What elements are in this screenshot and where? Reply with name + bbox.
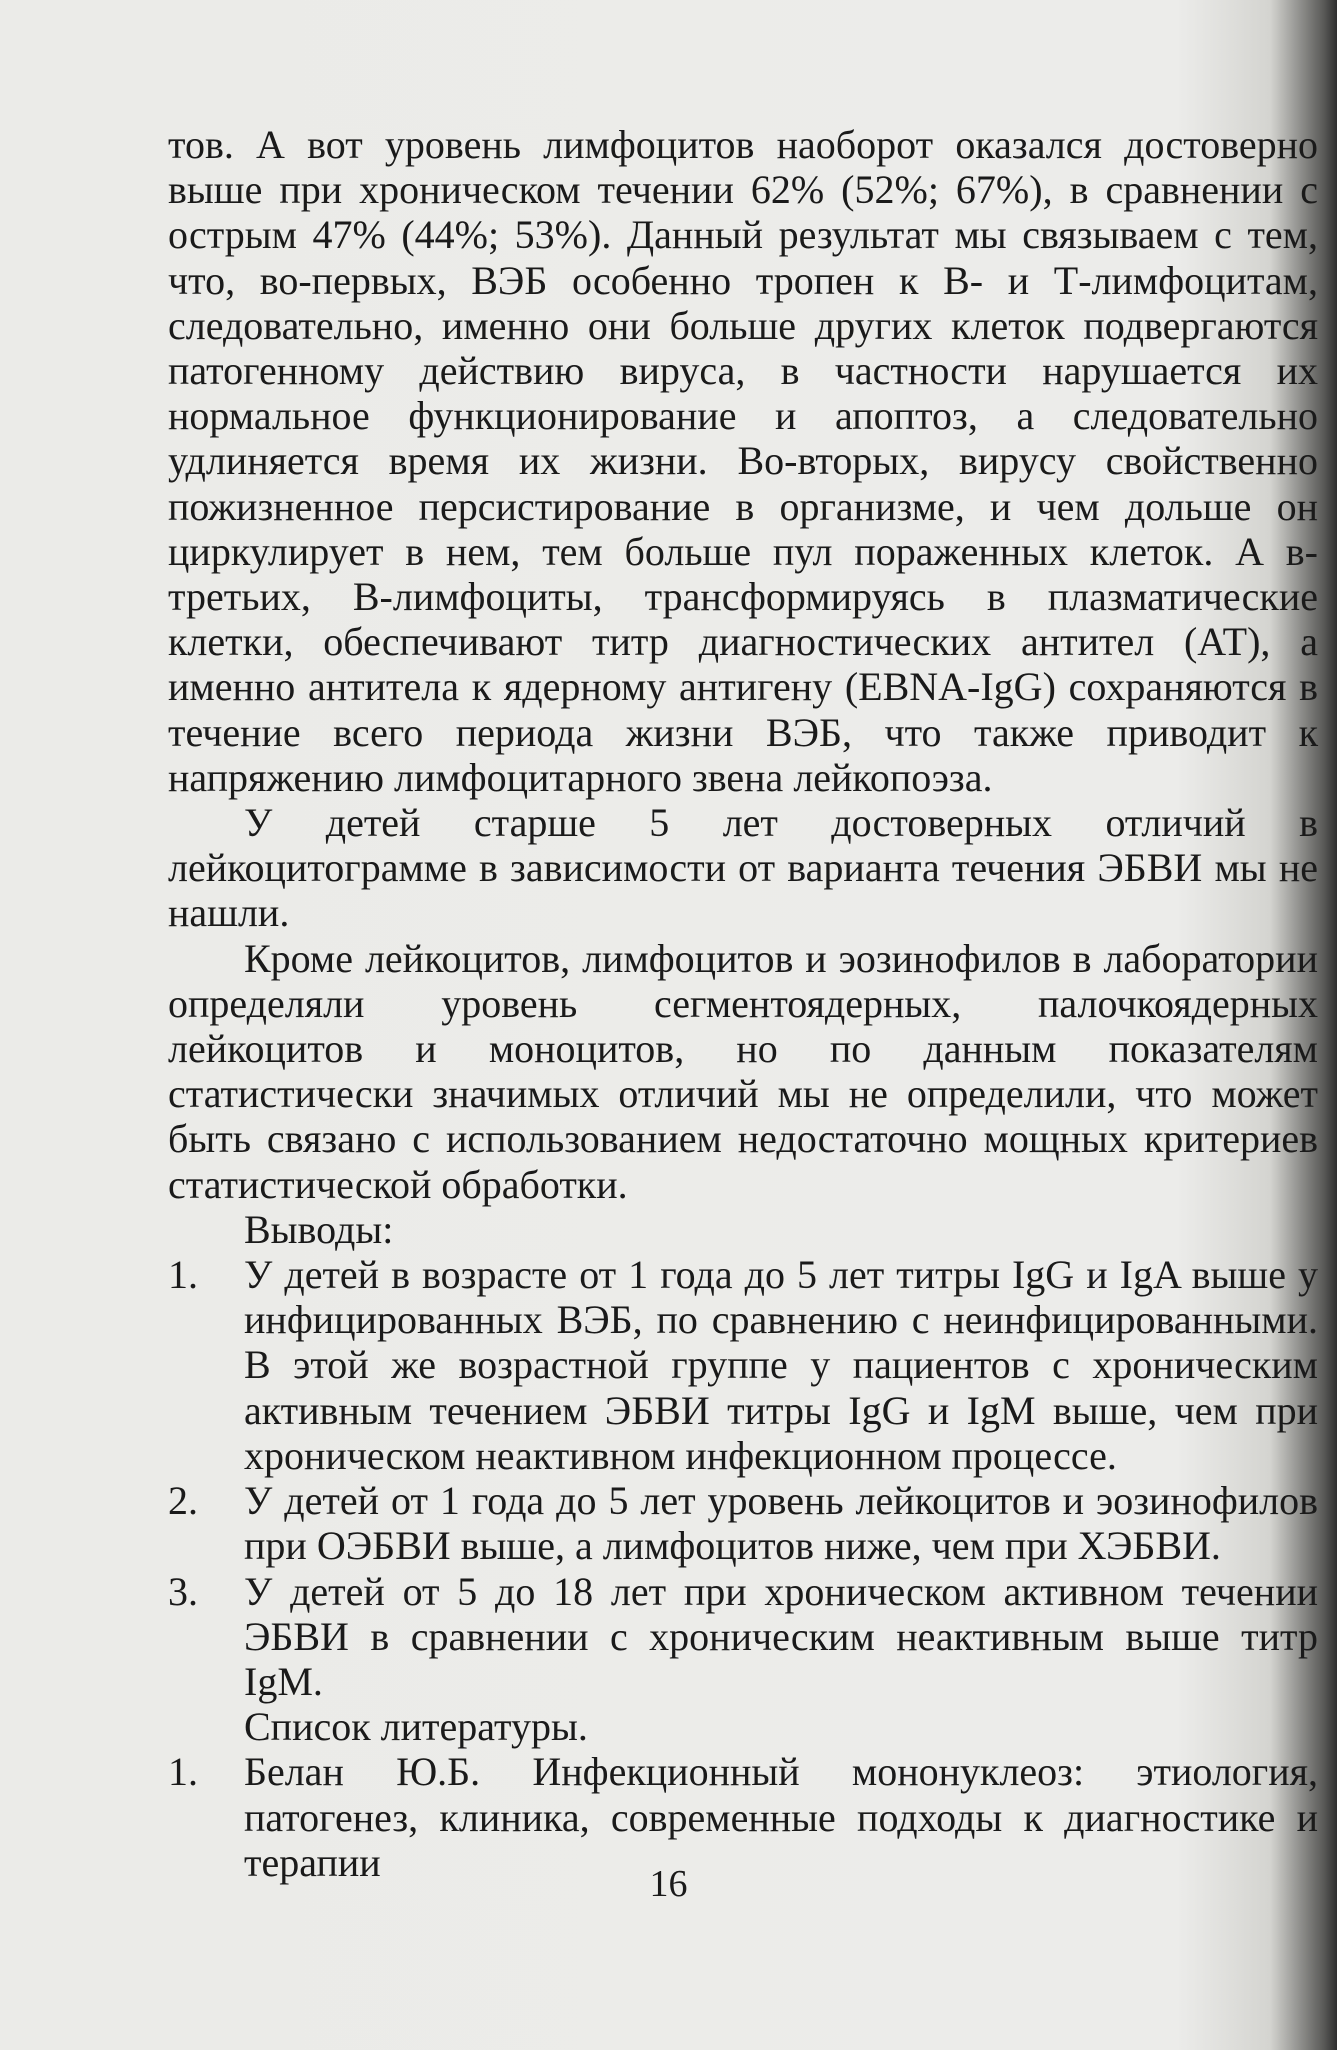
- page-body: [168, 122, 1318, 1885]
- references-heading: Список литературы.: [244, 1704, 588, 1750]
- conclusion-text: У детей от 5 до 18 лет при хроническом активном течении ЭБВИ в сравнении с хроническим неактивным выше титр IgM.: [244, 1568, 1318, 1704]
- reference-text: Белан Ю.Б. Инфекционный мононуклеоз: этиология, патогенез, клиника, современные подходы к диагностике и терапии: [244, 1749, 1318, 1885]
- paragraph-lymphocytes: тов. А вот уровень лимфоцитов наоборот оказался достоверно выше при хроническом течении 62% (52%; 67%), в сравнении с острым 47% (44%; 53%). Данный результат мы связываем с тем, что, во-первых, ВЭБ особенно тропен к В- и Т-лимфоцитам, следовательно, именно они больше других клеток подвергаются патогенному действию вируса, в частности нарушается их нормальное функционирование и апоптоз, а следовательно удлиняется время их жизни. Во-вторых, вирусу свойственно пожизненное персистирование в организме, и чем дольше он циркулирует в нем, тем больше пул пораженных клеток. А в-третьих, В-лимфоциты, трансформируясь в плазматические клетки, обеспечивают титр диагностических антител (АТ), а именно антитела к ядерному антигену (EBNA-IgG) сохраняются в течение всего периода жизни ВЭБ, что также приводит к напряжению лимфоцитарного звена лейкопоэза.: [168, 122, 1318, 800]
- conclusion-item: [168, 1252, 1318, 1478]
- reference-number: 1.: [168, 1749, 198, 1795]
- conclusion-number: 1.: [168, 1252, 198, 1298]
- conclusions-heading: Выводы:: [244, 1206, 394, 1252]
- page-number: 16: [649, 1863, 688, 1905]
- conclusion-number: 3.: [168, 1568, 198, 1614]
- conclusion-item: [168, 1569, 1318, 1705]
- conclusion-number: 2.: [168, 1478, 198, 1524]
- paragraph-other-cells: Кроме лейкоцитов, лимфоцитов и эозинофилов в лаборатории определяли уровень сегментоядерных, палочкоядерных лейкоцитов и моноцитов, но по данным показателям статистически значимых отличий мы не определили, что может быть связано с использованием недостаточно мощных критериев статистической обработки.: [168, 935, 1318, 1207]
- conclusion-item: [168, 1478, 1318, 1568]
- conclusion-text: У детей от 1 года до 5 лет уровень лейкоцитов и эозинофилов при ОЭБВИ выше, а лимфоцитов ниже, чем при ХЭБВИ.: [244, 1478, 1318, 1569]
- paragraph-older-children: У детей старше 5 лет достоверных отличий в лейкоцитограмме в зависимости от варианта течения ЭБВИ мы не нашли.: [168, 800, 1318, 936]
- conclusion-text: У детей в возрасте от 1 года до 5 лет титры IgG и IgA выше у инфицированных ВЭБ, по сравнению с неинфицированными. В этой же возрастной группе у пациентов с хроническим активным течением ЭБВИ титры IgG и IgM выше, чем при хроническом неактивном инфекционном процессе.: [244, 1252, 1319, 1478]
